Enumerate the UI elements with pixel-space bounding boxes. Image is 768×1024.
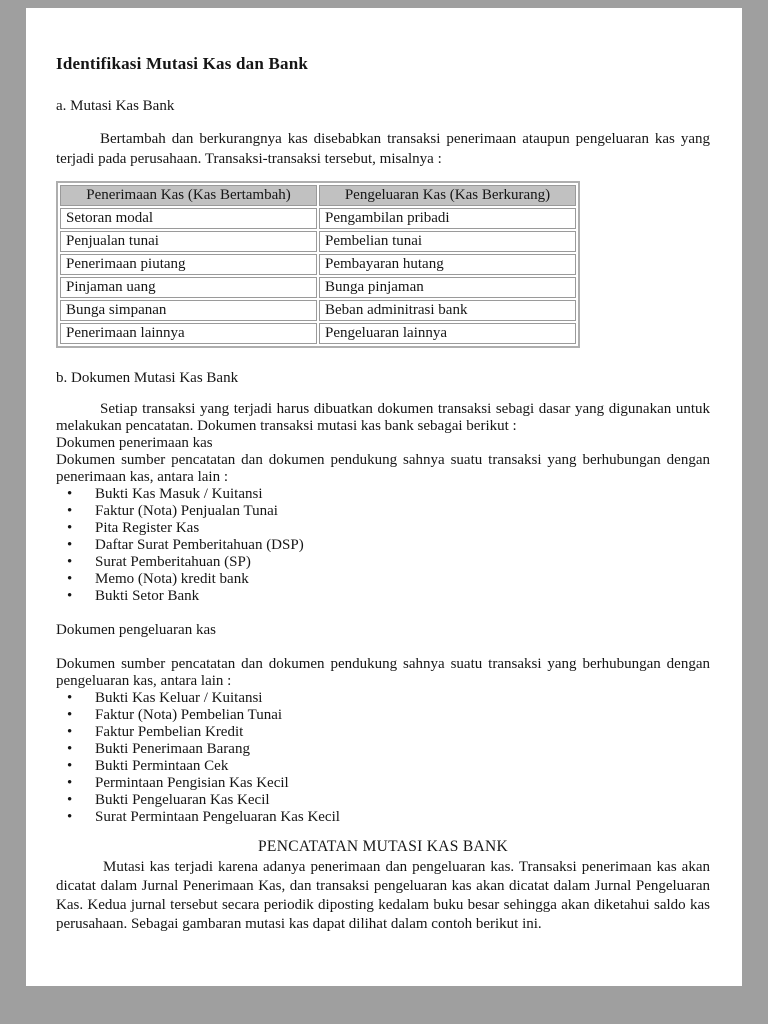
list-item-label: Surat Permintaan Pengeluaran Kas Kecil xyxy=(95,809,340,826)
bullet-icon: • xyxy=(67,707,73,724)
section-b-block xyxy=(56,401,710,486)
table-cell: Setoran modal xyxy=(60,208,317,229)
mutasi-kas-table xyxy=(56,181,580,348)
bullet-icon: • xyxy=(67,554,73,571)
list-item xyxy=(56,741,710,758)
list-item xyxy=(56,588,710,605)
list-item xyxy=(56,554,710,571)
table-row xyxy=(60,277,576,298)
table-header-pengeluaran: Pengeluaran Kas (Kas Berkurang) xyxy=(319,185,576,206)
list-item-label: Faktur Pembelian Kredit xyxy=(95,724,244,741)
penerimaan-intro: Dokumen sumber pencatatan dan dokumen pendukung sahnya suatu transaksi yang berhubungan dengan penerimaan kas, antara lain : xyxy=(56,452,710,486)
bullet-icon: • xyxy=(67,588,73,605)
table-header-penerimaan: Penerimaan Kas (Kas Bertambah) xyxy=(60,185,317,206)
section-a-heading: a. Mutasi Kas Bank xyxy=(56,98,175,114)
list-item-label: Bukti Penerimaan Barang xyxy=(95,741,250,758)
list-item xyxy=(56,571,710,588)
document-page xyxy=(26,8,742,986)
table-row xyxy=(60,323,576,344)
bullet-icon: • xyxy=(67,809,73,826)
bullet-icon: • xyxy=(67,520,73,537)
table-row xyxy=(60,254,576,275)
table-row xyxy=(60,208,576,229)
document-title: Identifikasi Mutasi Kas dan Bank xyxy=(56,54,309,73)
bullet-icon: • xyxy=(67,724,73,741)
section-b-heading: b. Dokumen Mutasi Kas Bank xyxy=(56,370,239,387)
closing-paragraph: Mutasi kas terjadi karena adanya penerimaan dan pengeluaran kas. Transaksi penerimaan kas akan dicatat dalam Jurnal Penerimaan Kas, dan transaksi pengeluaran kas akan dicatat dalam Jurnal Pengeluaran Kas. Kedua jurnal tersebut secara periodik diposting kedalam buku besar sehingga akan diketahui saldo kas perusahaan. Sebagai gambaran mutasi kas dapat dilihat dalam contoh berikut ini. xyxy=(56,859,710,933)
list-item-label: Memo (Nota) kredit bank xyxy=(95,571,249,588)
table-cell: Pembelian tunai xyxy=(319,231,576,252)
list-item xyxy=(56,690,710,707)
table-cell: Penerimaan lainnya xyxy=(60,323,317,344)
table-cell: Bunga simpanan xyxy=(60,300,317,321)
table-row xyxy=(60,300,576,321)
list-item xyxy=(56,520,710,537)
penerimaan-subheading: Dokumen penerimaan kas xyxy=(56,435,213,452)
table-body xyxy=(60,208,576,344)
list-item-label: Faktur (Nota) Penjualan Tunai xyxy=(95,503,278,520)
list-item-label: Permintaan Pengisian Kas Kecil xyxy=(95,775,289,792)
table-header-row xyxy=(60,185,576,206)
table-cell: Pinjaman uang xyxy=(60,277,317,298)
pengeluaran-subheading: Dokumen pengeluaran kas xyxy=(56,622,216,639)
bullet-icon: • xyxy=(67,792,73,809)
closing-heading: PENCATATAN MUTASI KAS BANK xyxy=(258,838,508,856)
list-item-label: Bukti Permintaan Cek xyxy=(95,758,229,775)
bullet-icon: • xyxy=(67,537,73,554)
table-cell: Pengeluaran lainnya xyxy=(319,323,576,344)
bullet-icon: • xyxy=(67,690,73,707)
bullet-icon: • xyxy=(67,571,73,588)
list-item-label: Bukti Kas Keluar / Kuitansi xyxy=(95,690,263,707)
pengeluaran-intro-block xyxy=(56,656,710,690)
list-item xyxy=(56,724,710,741)
list-item xyxy=(56,758,710,775)
list-item-label: Pita Register Kas xyxy=(95,520,200,537)
section-a-paragraph: Bertambah dan berkurangnya kas disebabkan transaksi penerimaan ataupun pengeluaran kas yang terjadi pada perusahaan. Transaksi-transaksi tersebut, misalnya : xyxy=(56,131,710,168)
spacer xyxy=(56,605,710,622)
list-item xyxy=(56,792,710,809)
list-item xyxy=(56,503,710,520)
table-cell: Beban adminitrasi bank xyxy=(319,300,576,321)
list-item-label: Faktur (Nota) Pembelian Tunai xyxy=(95,707,283,724)
list-item-label: Daftar Surat Pemberitahuan (DSP) xyxy=(95,537,304,554)
table-head xyxy=(60,185,576,206)
table-cell: Penerimaan piutang xyxy=(60,254,317,275)
pengeluaran-subheading-block xyxy=(56,622,710,639)
bullet-icon: • xyxy=(67,758,73,775)
list-item xyxy=(56,707,710,724)
spacer xyxy=(56,639,710,656)
bullet-icon: • xyxy=(67,775,73,792)
penerimaan-doc-list xyxy=(56,486,710,605)
table-cell: Bunga pinjaman xyxy=(319,277,576,298)
table-cell: Pembayaran hutang xyxy=(319,254,576,275)
pengeluaran-intro: Dokumen sumber pencatatan dan dokumen pendukung sahnya suatu transaksi yang berhubungan dengan pengeluaran kas, antara lain : xyxy=(56,656,710,690)
list-item xyxy=(56,486,710,503)
list-item-label: Bukti Pengeluaran Kas Kecil xyxy=(95,792,270,809)
section-b-paragraph: Setiap transaksi yang terjadi harus dibuatkan dokumen transaksi sebagi dasar yang digunakan untuk melakukan pencatatan. Dokumen transaksi mutasi kas bank sebagai berikut : xyxy=(56,401,710,435)
table-cell: Pengambilan pribadi xyxy=(319,208,576,229)
bullet-icon: • xyxy=(67,503,73,520)
table-cell: Penjualan tunai xyxy=(60,231,317,252)
pengeluaran-doc-list xyxy=(56,690,710,826)
list-item-label: Surat Pemberitahuan (SP) xyxy=(95,554,251,571)
bullet-icon: • xyxy=(67,741,73,758)
list-item xyxy=(56,809,710,826)
bullet-icon: • xyxy=(67,486,73,503)
list-item-label: Bukti Setor Bank xyxy=(95,588,200,605)
list-item xyxy=(56,537,710,554)
list-item xyxy=(56,775,710,792)
list-item-label: Bukti Kas Masuk / Kuitansi xyxy=(95,486,263,503)
table-row xyxy=(60,231,576,252)
